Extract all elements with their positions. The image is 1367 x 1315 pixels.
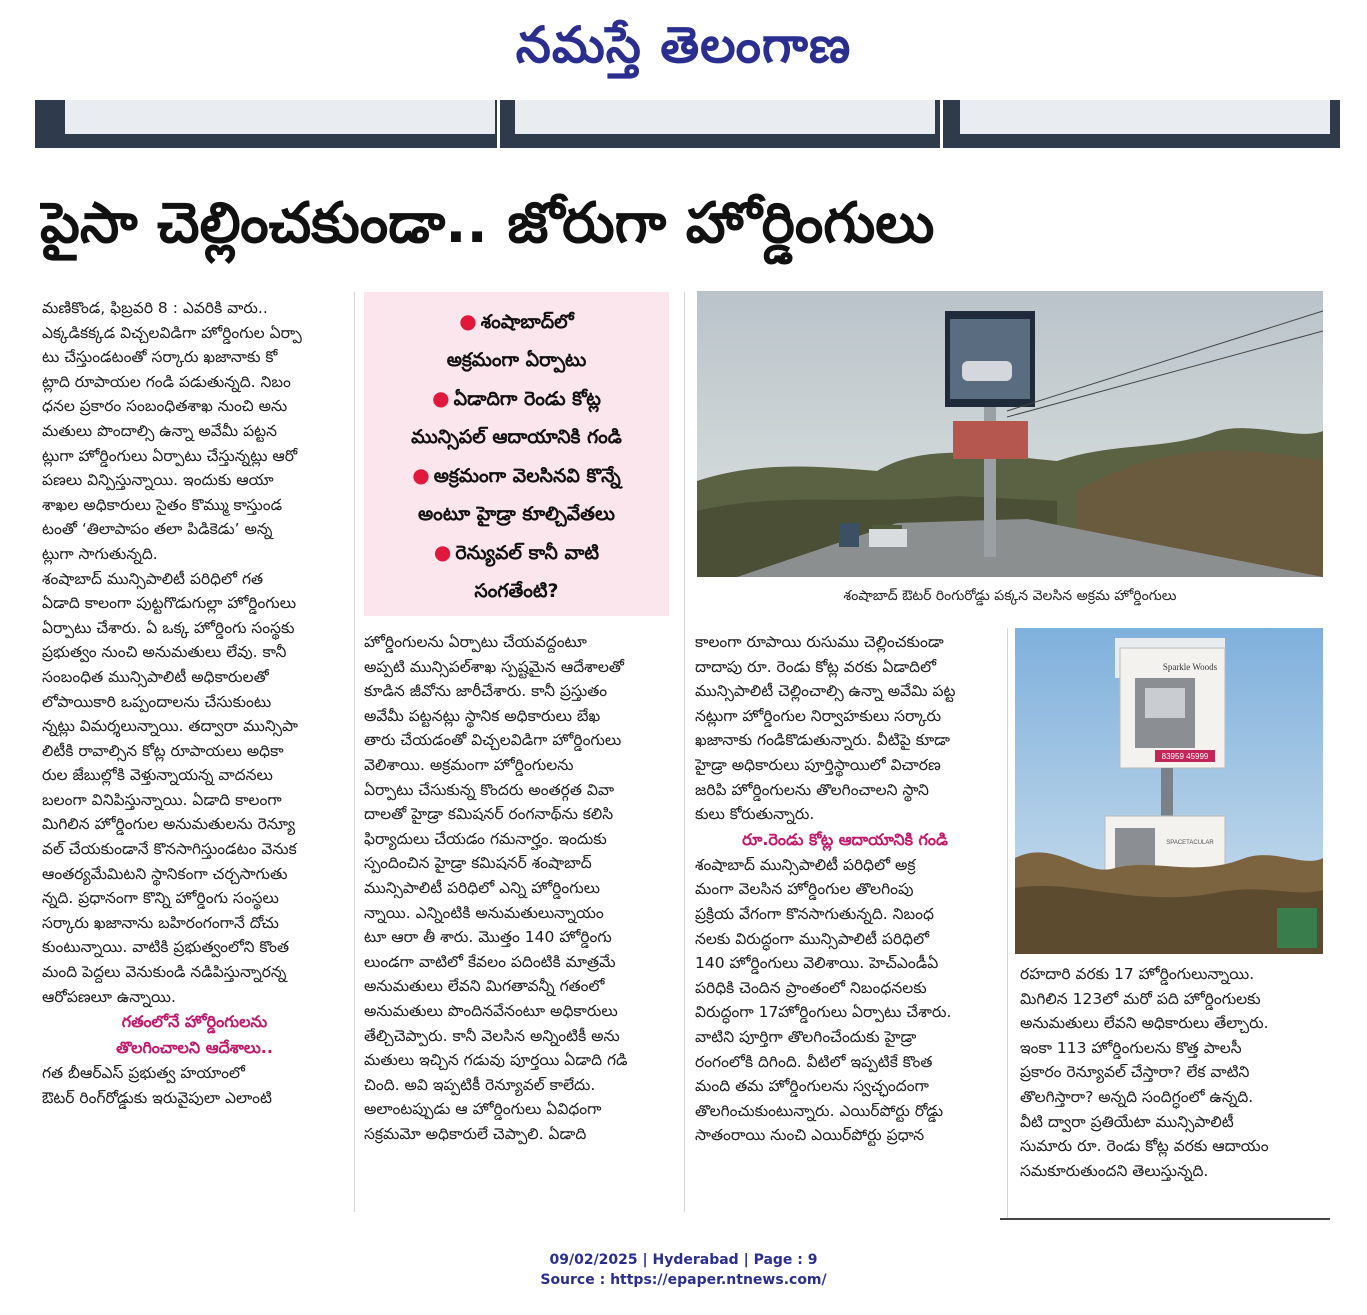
text-line: ఫిర్యాదులు చేయడం గమనార్హం. ఇందుకు (364, 829, 607, 848)
text-line: న్నది. ప్రధానంగా కొన్ని హోర్డింగు సంస్థలు (42, 889, 279, 908)
text-line: ఆంతర్యమేమిటని స్థానికంగా చర్చసాగుతు (42, 864, 288, 883)
highlight-text: అక్రమంగా వెలసినవి కొన్నే (433, 465, 621, 487)
text-line: తేల్చిచెప్పారు. కానీ వెలసిన అన్నింటికీ అను (364, 1026, 620, 1045)
text-line: తారు చేయడంతో విచ్చలవిడిగా హోర్డింగులు (364, 731, 622, 750)
banner-strip (960, 100, 1330, 134)
highlight-item (364, 572, 669, 610)
text-line: సుమారు రూ. రెండు కోట్ల వరకు ఆదాయం (1020, 1137, 1269, 1156)
banner-divider (497, 100, 500, 148)
text-line: రహదారి వరకు 17 హోర్డింగులున్నాయి. (1020, 965, 1255, 983)
text-line: న్నట్లు విమర్శలున్నాయి. తద్వారా మున్సిపా (42, 717, 298, 736)
text-line: అలాంటప్పుడు ఆ హోర్డింగులు ఏవిధంగా (364, 1100, 602, 1119)
text-line: విరుద్ధంగా 17హోర్డింగులు ఏర్పాటు చేశారు. (695, 1003, 952, 1022)
highlight-item (364, 302, 669, 341)
highlight-item (364, 379, 669, 418)
billboard-photo-airport-road (1015, 628, 1323, 954)
text-line: మంగా వెలసిన హోర్డింగుల తొలగింపు (695, 880, 914, 899)
text-line: హైడ్రా అధికారులు పూర్తిస్థాయిలో విచారణ (695, 755, 941, 774)
banner-strip (515, 100, 935, 134)
highlight-text: అక్రమంగా ఏర్పాటు (446, 349, 587, 371)
text-line: 140 హోర్డింగులు వెలిశాయి. హెచ్ఎండీఏ (695, 954, 939, 973)
text-line: కూడిన జీవోను జారీచేశారు. కానీ ప్రస్తుతం (364, 682, 608, 701)
text-line: వీటి ద్వారా ప్రతియేటా మున్సిపాలిటీ (1020, 1112, 1234, 1131)
text-line: నట్లుగా హోర్డింగుల నిర్వాహకులు సర్కారు (695, 706, 942, 725)
text-line: ట్లుగా సాగుతున్నది. (42, 544, 158, 563)
banner-divider (940, 100, 943, 148)
billboard-tag: SPACETACULAR (1166, 840, 1214, 846)
article-column-3 (695, 630, 995, 1215)
column-rule (1007, 628, 1008, 1218)
text-line: శాఖల అధికారులు సైతం కొమ్ము కాస్తుండ (42, 495, 283, 514)
text-line: సక్రమమో అధికారులే చెప్పాలి. ఏడాది (364, 1124, 587, 1143)
text-line: ఆరోపణలూ ఉన్నాయి. (42, 987, 176, 1006)
highlight-text: అంటూ హైడ్రా కూల్చివేతలు (417, 503, 616, 525)
bottom-rule (1000, 1218, 1330, 1220)
text-line: పణలు విన్పిస్తున్నాయి. ఇందుకు ఆయా (42, 471, 274, 490)
text-line: శంషాబాద్ మున్సిపాలిటీ పరిధిలో అక్ర (695, 855, 916, 874)
text-line: మిగిలిన హోర్డింగుల అనుమతులను రెన్యూ (42, 815, 296, 834)
highlights-box (364, 292, 669, 616)
text-line: చింది. అవి ఇప్పటికీ రెన్యూవల్ కాలేదు. (364, 1075, 596, 1094)
text-line: మతులు ఇచ్చిన గడువు పూర్తయి ఏడాది గడి (364, 1051, 628, 1070)
text-line: తొలగిస్తారా? అన్నది సందిగ్ధంలో ఉన్నది. (1020, 1087, 1254, 1106)
photo-caption: శంషాబాద్ ఔటర్ రింగురోడ్డు పక్కన వెలసిన అక్రమ హోర్డింగులు (843, 588, 1177, 604)
text-line: నలకు విరుద్ధంగా మున్సిపాలిటీ పరిధిలో (695, 929, 930, 948)
text-line: కుంటున్నాయి. వాటికి ప్రభుత్వంలోని కొంత (42, 938, 290, 957)
text-line: దాలతో హైడ్రా కమిషనర్ రంగనాథ్‌ను కలిసి (364, 805, 614, 824)
text-line: శంషాబాద్ మున్సిపాలిటీ పరిధిలో గత (42, 569, 264, 588)
text-line: ప్రభుత్వం నుంచి అనుమతులు లేవు. కానీ (42, 643, 287, 662)
text-line: దాదాపు రూ. రెండు కోట్ల వరకు ఏడాదిలో (695, 657, 937, 676)
text-line: సంబంధిత మున్సిపాలిటీ అధికారులతో (42, 667, 269, 686)
billboard-phone: 83959 45999 (1161, 752, 1209, 761)
text-line: వాటిని పూర్తిగా తొలగించేందుకు హైడ్రా (695, 1027, 917, 1046)
masthead: నమస్తే తెలంగాణ (515, 15, 852, 74)
text-line: టంతో ‘తిలాపాపం తలా పిడికెడు’ అన్న (42, 520, 273, 539)
text-line: న్నాయి. ఎన్నింటికి అనుమతులున్నాయం (364, 903, 604, 922)
text-line: తొలగించుకుంటున్నారు. ఎయిర్‌పోర్టు రోడ్డు (695, 1101, 944, 1120)
text-line: మిగిలిన 123లో మరో పది హోర్డింగులకు (1020, 989, 1261, 1008)
column-rule (354, 292, 355, 1212)
page-footer (0, 1250, 1367, 1290)
text-line: మున్సిపాలిటీ పరిధిలో ఎన్ని హోర్డింగులు (364, 878, 601, 897)
highlight-item (364, 341, 669, 379)
highlight-text: ఏడాదిగా రెండు కోట్ల (453, 388, 601, 410)
text-line: ఇంకా 113 హోర్డింగులను కొత్త పాలసీ (1020, 1038, 1242, 1057)
billboard-photo-road (697, 291, 1323, 577)
text-line: ప్రకారం రెన్యూవల్ చేస్తారా? లేక వాటిని (1020, 1063, 1250, 1082)
text-line: కులు కోరుతున్నారు. (695, 805, 815, 824)
highlight-item (364, 495, 669, 533)
highlight-text: రెన్యువల్ కానీ వాటి (455, 542, 600, 564)
text-line: అనుమతులు లేవని అధికారులు తేల్చారు. (1020, 1014, 1269, 1033)
footer-source: Source : https://epaper.ntnews.com/ (540, 1272, 827, 1288)
text-line: అప్పటి మున్సిపల్‌శాఖ స్పష్టమైన ఆదేశాలతో (364, 657, 624, 676)
text-line: మణికొండ, ఫిబ్రవరి 8 : ఎవరికి వారు.. (42, 299, 268, 317)
text-line: అవేమీ పట్టనట్లు స్థానిక అధికారులు బేఖ (364, 706, 601, 725)
text-line: జరిపి హోర్డింగులను తొలగించాలని స్థాని (695, 780, 929, 799)
section-subhead: రూ.రెండు కోట్ల ఆదాయానికి గండి (742, 829, 948, 849)
text-line: ట్లాది రూపాయల గండి పడుతున్నది. నిబం (42, 372, 291, 391)
column-rule (684, 292, 685, 1212)
billboard-brand: Sparkle Woods (1162, 662, 1218, 672)
bullet-icon: ● (459, 309, 477, 333)
text-line: పరిధికి చెందిన ప్రాంతంలో నిబంధనలకు (695, 978, 927, 997)
bullet-icon: ● (433, 540, 452, 564)
article-column-4 (1020, 962, 1325, 1216)
highlight-text: మున్సిపల్ ఆదాయానికి గండి (411, 426, 622, 448)
text-line: టూ ఆరా తీ శారు. మొత్తం 140 హోర్డింగు (364, 928, 612, 947)
text-line: అనుమతులు లేవని మిగతావన్నీ గతంలో (364, 977, 605, 996)
footer-edition: 09/02/2025 | Hyderabad | Page : 9 (549, 1252, 818, 1268)
text-line: ఏర్పాటు చేసుకున్న కొందరు అంతర్గత వివా (364, 780, 615, 799)
text-line: స్పందించిన హైడ్రా కమిషనర్ శంషాబాద్ (364, 854, 592, 873)
text-line: హోర్డింగులను ఏర్పాటు చేయవద్దంటూ (364, 633, 587, 651)
text-line: సమకూరుతుందని తెలుస్తున్నది. (1020, 1161, 1209, 1180)
text-line: వల్ చేయకుండానే కొనసాగిస్తుండటం వెనుక (42, 840, 297, 859)
bullet-icon: ● (412, 463, 430, 487)
text-line: ధనల ప్రకారం సంబంధితశాఖ నుంచి అను (42, 397, 288, 416)
text-line: ఖజానాకు గండికొడుతున్నారు. వీటిపై కూడా (695, 731, 950, 750)
text-line: రంగంలోకి దిగింది. వీటిలో ఇప్పటికే కొంత (695, 1052, 933, 1071)
article-column-1 (42, 296, 347, 1216)
text-line: మంది పెద్దలు వెనుకుండి నడిపిస్తున్నారన్న (42, 963, 287, 982)
subhead-line: తొలగించాలని ఆదేశాలు.. (116, 1038, 273, 1058)
text-line: ఎక్కడికక్కడ విచ్చలవిడిగా హోర్డింగుల ఏర్పా (42, 323, 302, 342)
text-line: లుండగా వాటిలో కేవలం పదింటికి మాత్రమే (364, 952, 616, 971)
text-line: ఔటర్ రింగ్‌రోడ్డుకు ఇరువైపులా ఎలాంటి (42, 1088, 272, 1107)
text-line: ఏర్పాటు చేశారు. ఏ ఒక్క హోర్డింగు సంస్థకు (42, 618, 295, 637)
section-subhead (42, 1009, 347, 1061)
highlight-text: శంషాబాద్‌లో (480, 311, 574, 333)
highlight-item (364, 533, 669, 572)
text-line: సర్కారు ఖజానాను బహిరంగంగానే దోచు (42, 913, 279, 932)
section-banner (35, 100, 1340, 148)
text-line: ప్రక్రియ వేగంగా కొనసాగుతున్నది. నిబంధ (695, 904, 934, 923)
photo-billboard-illustration (1015, 628, 1323, 954)
subhead-line: గతంలోనే హోర్డింగులను (121, 1012, 268, 1032)
text-line: కాలంగా రూపాయి రుసుము చెల్లించకుండా (695, 633, 944, 651)
bullet-icon: ● (432, 386, 450, 410)
photo-road-illustration (697, 291, 1323, 577)
text-line: ఏడాది కాలంగా పుట్టగొడుగుల్లా హోర్డింగులు (42, 594, 297, 613)
article-headline: పైసా చెల్లించకుండా.. జోరుగా హోర్డింగులు (40, 191, 935, 256)
text-line: అనుమతులు పొందినవేనంటూ అధికారులు (364, 1001, 618, 1020)
text-line: బలంగా వినిపిస్తున్నాయి. ఏడాది కాలంగా (42, 790, 282, 809)
text-line: వెలిశాయి. అక్రమంగా హోర్డింగులను (364, 755, 574, 774)
banner-strip (65, 100, 495, 134)
highlight-item (364, 456, 669, 495)
text-line: గత బీఆర్ఎస్ ప్రభుత్వ హయాంలో (42, 1064, 245, 1083)
text-line: రుల జేబుల్లోకి వెళ్తున్నాయన్న వాదనలు (42, 766, 273, 785)
text-line: లిటీకి రావాల్సిన కోట్ల రూపాయలు అధికా (42, 741, 284, 760)
highlight-item (364, 418, 669, 456)
text-line: మతులు పొందాల్సి ఉన్నా అవేమీ పట్టన (42, 421, 277, 440)
article-column-2 (364, 630, 669, 1215)
text-line: సాతంరాయి నుంచి ఎయిర్‌పోర్టు ప్రధాన (695, 1126, 925, 1145)
text-line: ట్లుగా హోర్డింగులు ఏర్పాటు చేస్తున్నట్లు ఆరో (42, 446, 298, 465)
highlight-text: సంగతేంటి? (474, 580, 559, 602)
text-line: టు చేస్తుండటంతో సర్కారు ఖజానాకు కో (42, 348, 278, 367)
text-line: మంది తమ హోర్డింగులను స్వచ్ఛందంగా (695, 1077, 929, 1096)
text-line: లోపాయికారి ఒప్పందాలను చేసుకుంటు (42, 692, 272, 711)
text-line: మున్సిపాలిటీ చెల్లించాల్సి ఉన్నా అవేమి పట్ట (695, 682, 956, 701)
